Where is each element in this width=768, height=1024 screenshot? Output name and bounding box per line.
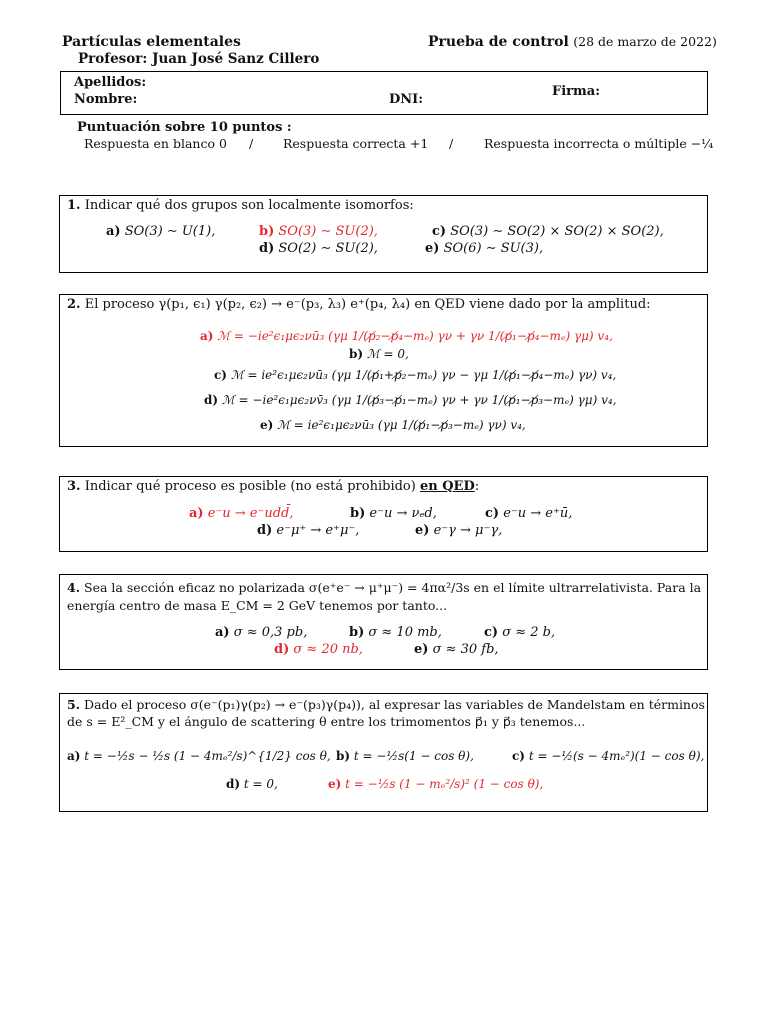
question-text: El proceso γ(p₁, ϵ₁) γ(p₂, ϵ₂) → e⁻(p₃, λ₃) e⁺(p₄, λ₄) en QED viene dado por la amplitud: [84,297,651,312]
option-text: ℳ = ie²ϵ₁μϵ₂νū₃ (γμ 1/(p̸₁+p̸₂−mₑ) γν − γμ 1/(p̸₁−p̸₄−mₑ) γν) v₄, [230,368,617,382]
question-number: 2. [67,297,81,312]
option-text: ℳ = −ie²ϵ₁μϵ₂νū₃ (γμ 1/(p̸₂−p̸₄−mₑ) γν + γν 1/(p̸₁−p̸₄−mₑ) γμ) v₄, [217,329,613,343]
question-3-box [59,476,708,552]
option-4d-correct[interactable] [274,642,363,657]
option-label: e) [425,241,440,256]
option-text: t = −½s − ½s (1 − 4mₑ²/s)^{1/2} cos θ, [84,749,331,763]
option-text: e⁻u → νₑd, [369,506,437,521]
option-5e-correct[interactable] [328,777,543,791]
option-5d[interactable] [226,777,278,791]
option-label: d) [259,241,275,256]
option-text: σ ≈ 0,3 pb, [233,625,308,640]
option-text: SO(3) ∼ SO(2) × SO(2) × SO(2), [450,224,664,239]
option-text: SO(6) ∼ SU(3), [443,241,544,256]
option-text: SO(3) ∼ U(1), [124,224,216,239]
option-text: e⁻γ → μ⁻γ, [433,523,503,538]
option-text: σ ≈ 10 mb, [368,625,442,640]
nombre-label: Nombre: [74,92,138,107]
option-4a[interactable] [215,625,307,640]
option-label: e) [415,523,430,538]
option-label: e) [414,642,429,657]
option-text: t = −½s (1 − mₑ²/s)² (1 − cos θ), [345,777,544,791]
question-4-prompt [67,580,701,595]
firma-label: Firma: [552,84,600,99]
option-label: b) [336,749,351,763]
scoring-correct: Respuesta correcta +1 [283,136,429,151]
question-number: 4. [67,580,81,595]
option-text: SO(2) ∼ SU(2), [278,241,378,256]
option-3d[interactable] [257,523,359,538]
option-text: ℳ = 0, [366,347,409,361]
option-label: a) [189,506,204,521]
option-label: b) [259,224,275,239]
option-text: σ ≈ 2 b, [502,625,556,640]
option-1a[interactable] [106,224,215,239]
question-text: Sea la sección eficaz no polarizada σ(e⁺e⁻ → μ⁺μ⁻) = 4πα²/3s en el límite ultrarrelativista. Para la [84,580,702,595]
option-text: SO(3) ∼ SU(2), [278,224,378,239]
option-label: a) [200,329,214,343]
question-2-prompt [67,297,651,312]
question-5-box [59,693,708,812]
option-label: b) [349,625,365,640]
student-id-box [60,71,708,115]
question-3-prompt [67,479,479,494]
question-text-end: : [474,479,480,494]
question-text: Dado el proceso σ(e⁻(p₁)γ(p₂) → e⁻(p₃)γ(p₄)), al expresar las variables de Mandelstam en términos [84,697,705,712]
option-label: c) [484,625,499,640]
question-5-prompt [67,697,705,712]
option-text: ℳ = ie²ϵ₁μϵ₂νū₃ (γμ 1/(p̸₁−p̸₃−mₑ) γν) v₄, [277,418,526,432]
option-3e[interactable] [415,523,502,538]
option-text: ℳ = −ie²ϵ₁μϵ₂νv̄₃ (γμ 1/(p̸₃−p̸₁−mₑ) γν + γν 1/(p̸₁−p̸₃−mₑ) γμ) v₄, [221,393,617,407]
option-label: c) [485,506,500,521]
question-emphasis: en QED [419,479,475,494]
dni-label: DNI: [389,92,424,107]
option-1d[interactable] [259,241,378,256]
scoring-separator: / [249,136,254,151]
question-number: 3. [67,479,81,494]
option-label: b) [350,506,366,521]
question-text: Indicar qué dos grupos son localmente isomorfos: [84,198,414,213]
option-text: e⁻u → e⁺ū, [503,506,573,521]
option-text: t = −½s(1 − cos θ), [353,749,474,763]
question-number: 5. [67,697,81,712]
option-label: b) [349,347,364,361]
option-4c[interactable] [484,625,555,640]
apellidos-label: Apellidos: [74,75,147,90]
question-4-prompt-line2: energía centro de masa E_CM = 2 GeV tenemos por tanto... [67,598,448,613]
option-3b[interactable] [350,506,437,521]
option-text: t = −½(s − 4mₑ²)(1 − cos θ), [528,749,705,763]
option-4b[interactable] [349,625,442,640]
option-5b[interactable] [336,749,474,763]
option-3c[interactable] [485,506,572,521]
option-text: e⁻u → e⁻udd̄, [207,506,294,521]
question-1-box [59,195,708,273]
scoring-title: Puntuación sobre 10 puntos : [77,120,292,135]
question-5-prompt-line2: de s = E²_CM y el ángulo de scattering θ entre los trimomentos p⃗₁ y p⃗₃ tenemos... [67,714,586,729]
option-label: d) [204,393,219,407]
option-3a-correct[interactable] [189,506,294,521]
exam-date: (28 de marzo de 2022) [573,34,717,49]
option-label: d) [257,523,273,538]
scoring-blank: Respuesta en blanco 0 [84,136,227,151]
option-2b[interactable] [349,347,409,361]
option-2d[interactable] [204,393,617,407]
option-text: e⁻μ⁺ → e⁺μ⁻, [276,523,360,538]
scoring-incorrect: Respuesta incorrecta o múltiple −¼ [484,136,714,151]
option-text: σ ≈ 20 nb, [293,642,363,657]
scoring-separator: / [449,136,454,151]
option-label: e) [328,777,342,791]
exam-title: Prueba de control [428,34,569,50]
professor-name: Profesor: Juan José Sanz Cillero [78,51,320,67]
question-number: 1. [67,198,81,213]
option-4e[interactable] [414,642,499,657]
option-2c[interactable] [214,368,616,382]
option-1c[interactable] [432,224,664,239]
exam-title-line [428,34,717,50]
option-label: c) [432,224,447,239]
question-2-box [59,294,708,447]
question-1-prompt [67,198,414,213]
option-label: d) [226,777,241,791]
option-2e[interactable] [260,418,526,432]
option-1e[interactable] [425,241,543,256]
option-label: a) [215,625,230,640]
option-1b-correct[interactable] [259,224,378,239]
question-4-box [59,574,708,670]
option-5a[interactable] [67,749,331,763]
option-text: t = 0, [243,777,278,791]
option-2a-correct[interactable] [200,329,613,343]
course-title: Partículas elementales [62,34,241,50]
option-text: σ ≈ 30 fb, [432,642,499,657]
option-label: c) [214,368,227,382]
option-label: c) [512,749,525,763]
option-label: a) [106,224,121,239]
option-label: a) [67,749,81,763]
option-5c[interactable] [512,749,704,763]
question-text: Indicar qué proceso es posible (no está prohibido) [84,479,416,494]
option-label: e) [260,418,274,432]
option-label: d) [274,642,290,657]
